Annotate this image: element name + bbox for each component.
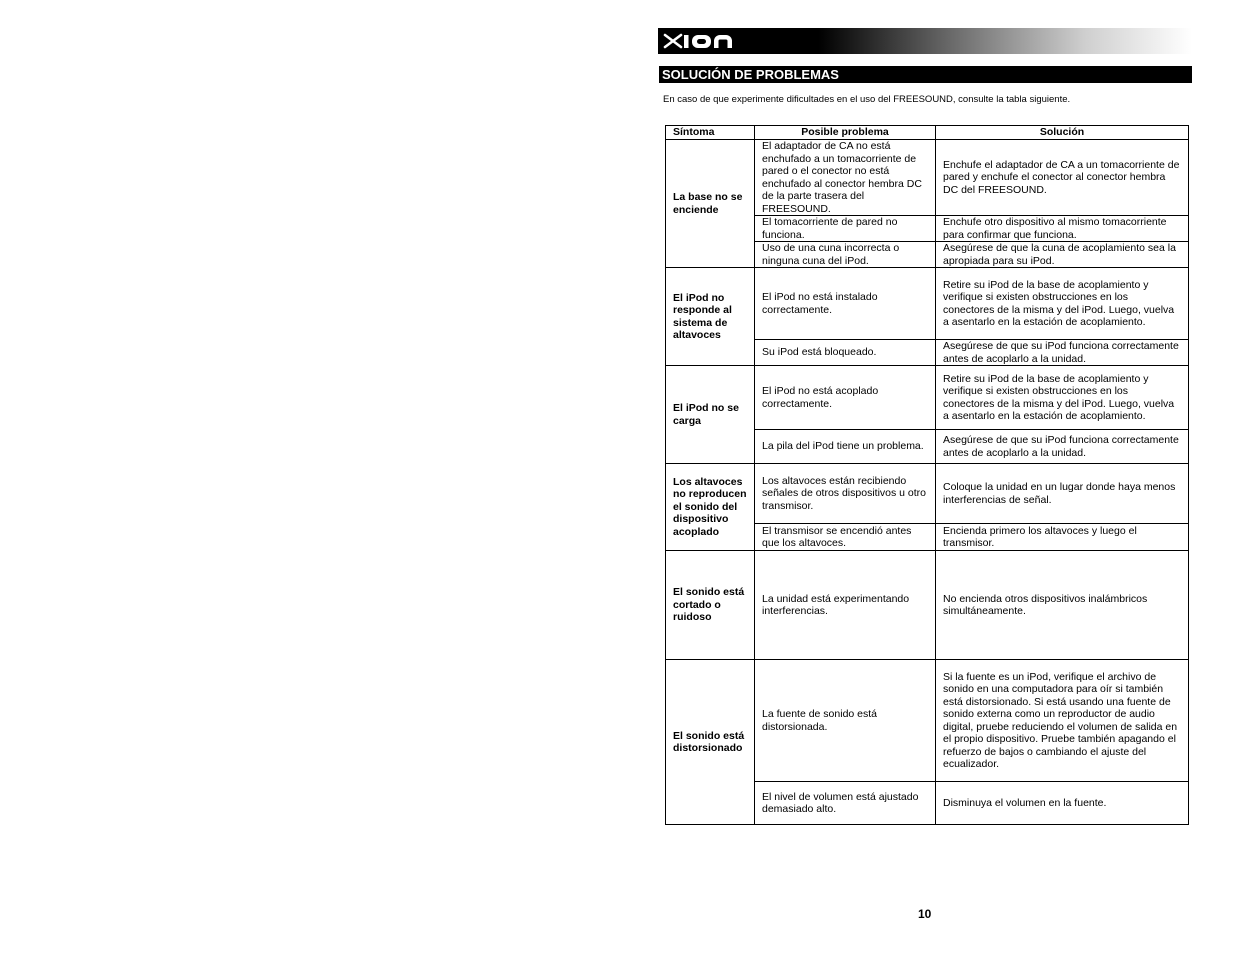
problem-cell: El iPod no está acoplado correctamente. <box>755 366 936 430</box>
intro-text: En caso de que experimente dificultades en el uso del FREESOUND, consulte la tabla siguiente. <box>663 94 1071 105</box>
problem-cell: La pila del iPod tiene un problema. <box>755 430 936 464</box>
solution-cell: Enchufe otro dispositivo al mismo tomacorriente para confirmar que funciona. <box>936 216 1189 242</box>
problem-cell: El transmisor se encendió antes que los altavoces. <box>755 524 936 551</box>
solution-cell: Si la fuente es un iPod, verifique el archivo de sonido en una computadora para oír si también está distorsionado. Si está usando una fuente de sonido externa como un reproductor de audio digital, pruebe reduciendo el volumen de salida en el propio dispositivo. Pruebe también apagando el refuerzo de bajos o cambiando el ajuste del ecualizador. <box>936 660 1189 782</box>
problem-cell: El tomacorriente de pared no funciona. <box>755 216 936 242</box>
solution-cell: Asegúrese de que su iPod funciona correctamente antes de acoplarlo a la unidad. <box>936 430 1189 464</box>
solution-cell: Coloque la unidad en un lugar donde haya menos interferencias de señal. <box>936 464 1189 524</box>
section-title: SOLUCIÓN DE PROBLEMAS <box>659 66 1192 83</box>
table-row <box>666 140 1189 216</box>
ion-logo <box>660 30 740 52</box>
header-banner <box>658 28 1192 54</box>
table-row <box>666 464 1189 524</box>
symptom-cell: El iPod no responde al sistema de altavoces <box>666 268 755 366</box>
symptom-cell: El sonido está cortado o ruidoso <box>666 551 755 660</box>
problem-cell: El nivel de volumen está ajustado demasiado alto. <box>755 782 936 825</box>
table-row <box>666 366 1189 430</box>
problem-cell: El iPod no está instalado correctamente. <box>755 268 936 340</box>
header-problem: Posible problema <box>755 126 936 140</box>
solution-cell: No encienda otros dispositivos inalámbricos simultáneamente. <box>936 551 1189 660</box>
symptom-cell: Los altavoces no reproducen el sonido del dispositivo acoplado <box>666 464 755 551</box>
problem-cell: El adaptador de CA no está enchufado a un tomacorriente de pared o el conector no está enchufado al conector hembra DC de la parte trasera del FREESOUND. <box>755 140 936 216</box>
troubleshooting-table <box>665 125 1189 825</box>
solution-cell: Disminuya el volumen en la fuente. <box>936 782 1189 825</box>
symptom-cell: El iPod no se carga <box>666 366 755 464</box>
solution-cell: Asegúrese de que su iPod funciona correctamente antes de acoplarlo a la unidad. <box>936 340 1189 366</box>
solution-cell: Encienda primero los altavoces y luego el transmisor. <box>936 524 1189 551</box>
table-row <box>666 660 1189 782</box>
header-symptom: Síntoma <box>666 126 755 140</box>
symptom-cell: La base no se enciende <box>666 140 755 268</box>
table-row <box>666 551 1189 660</box>
page-number: 10 <box>918 907 932 921</box>
problem-cell: Su iPod está bloqueado. <box>755 340 936 366</box>
problem-cell: La unidad está experimentando interferencias. <box>755 551 936 660</box>
solution-cell: Enchufe el adaptador de CA a un tomacorriente de pared y enchufe el conector al conector hembra DC del FREESOUND. <box>936 140 1189 216</box>
header-solution: Solución <box>936 126 1189 140</box>
solution-cell: Retire su iPod de la base de acoplamiento y verifique si existen obstrucciones en los conectores de la misma y del iPod. Luego, vuelva a asentarlo en la estación de acoplamiento. <box>936 366 1189 430</box>
solution-cell: Asegúrese de que la cuna de acoplamiento sea la apropiada para su iPod. <box>936 242 1189 268</box>
table-row <box>666 268 1189 340</box>
problem-cell: Uso de una cuna incorrecta o ninguna cuna del iPod. <box>755 242 936 268</box>
problem-cell: La fuente de sonido está distorsionada. <box>755 660 936 782</box>
problem-cell: Los altavoces están recibiendo señales de otros dispositivos u otro transmisor. <box>755 464 936 524</box>
symptom-cell: El sonido está distorsionado <box>666 660 755 825</box>
solution-cell: Retire su iPod de la base de acoplamiento y verifique si existen obstrucciones en los conectores de la misma y del iPod. Luego, vuelva a asentarlo en la estación de acoplamiento. <box>936 268 1189 340</box>
table-header-row <box>666 126 1189 140</box>
